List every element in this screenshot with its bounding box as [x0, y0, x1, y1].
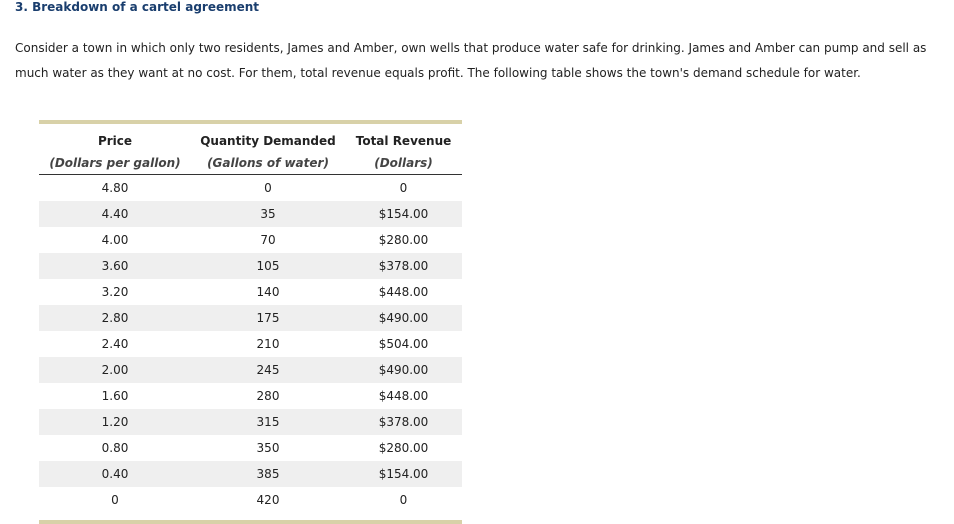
cell-quantity: 210	[256, 337, 280, 351]
cell-revenue: $280.00	[378, 441, 429, 455]
cell-quantity: 0	[264, 181, 272, 195]
cell-price: 2.40	[101, 337, 129, 351]
table-row	[39, 487, 462, 513]
demand-schedule-table-container	[39, 120, 462, 524]
cell-revenue: 0	[399, 181, 408, 195]
cell-price: 0	[111, 493, 119, 507]
cell-price: 4.00	[101, 233, 129, 247]
cell-revenue: $154.00	[345, 201, 462, 227]
cell-revenue: $490.00	[345, 357, 462, 383]
table-bottom-rule	[39, 520, 462, 524]
cell-quantity: 140	[256, 285, 280, 299]
cell-quantity: 315	[191, 409, 345, 435]
table-row	[39, 201, 462, 227]
cell-revenue: $448.00	[378, 389, 429, 403]
table-row	[39, 279, 462, 305]
table-row	[39, 461, 462, 487]
cell-quantity: 350	[256, 441, 280, 455]
header-quantity-demanded: Quantity Demanded	[200, 134, 336, 148]
cell-revenue: $378.00	[345, 253, 462, 279]
cell-price: 2.80	[39, 305, 191, 331]
subheader-price-unit: (Dollars per gallon)	[39, 152, 191, 175]
header-total-revenue: Total Revenue	[355, 134, 452, 148]
cell-quantity: 35	[191, 201, 345, 227]
demand-schedule-table	[39, 124, 462, 513]
section-heading: 3. Breakdown of a cartel agreement	[15, 0, 260, 14]
table-row	[39, 435, 462, 461]
cell-quantity: 105	[191, 253, 345, 279]
cell-quantity: 245	[191, 357, 345, 383]
table-row	[39, 227, 462, 253]
cell-price: 0.80	[101, 441, 129, 455]
cell-revenue: $378.00	[345, 409, 462, 435]
cell-revenue: $448.00	[378, 285, 429, 299]
cell-price: 2.00	[39, 357, 191, 383]
table-row	[39, 253, 462, 279]
cell-quantity: 385	[191, 461, 345, 487]
table-row	[39, 331, 462, 357]
cell-price: 0.40	[39, 461, 191, 487]
cell-quantity: 420	[256, 493, 280, 507]
cell-quantity: 175	[191, 305, 345, 331]
cell-revenue: $154.00	[345, 461, 462, 487]
table-row	[39, 357, 462, 383]
cell-price: 3.20	[101, 285, 129, 299]
table-row	[39, 383, 462, 409]
header-price: Price	[97, 134, 133, 148]
cell-price: 4.40	[39, 201, 191, 227]
cell-revenue: $490.00	[345, 305, 462, 331]
cell-price: 3.60	[39, 253, 191, 279]
intro-paragraph: Consider a town in which only two residents, James and Amber, own wells that produce water safe for drinking. James and Amber can pump and sell as much water as they want at no cost. For them, total revenue equals profit. The following table shows the town's demand schedule for water.	[15, 41, 927, 80]
cell-price: 4.80	[101, 181, 129, 195]
cell-price: 1.60	[101, 389, 129, 403]
table-row	[39, 305, 462, 331]
cell-quantity: 280	[256, 389, 280, 403]
subheader-quantity-unit: (Gallons of water)	[191, 152, 345, 175]
subheader-revenue-unit: (Dollars)	[345, 152, 462, 175]
cell-quantity: 70	[260, 233, 276, 247]
table-row	[39, 175, 462, 202]
cell-revenue: $280.00	[378, 233, 429, 247]
cell-revenue: $504.00	[378, 337, 429, 351]
table-row	[39, 409, 462, 435]
cell-price: 1.20	[39, 409, 191, 435]
cell-revenue: 0	[399, 493, 408, 507]
